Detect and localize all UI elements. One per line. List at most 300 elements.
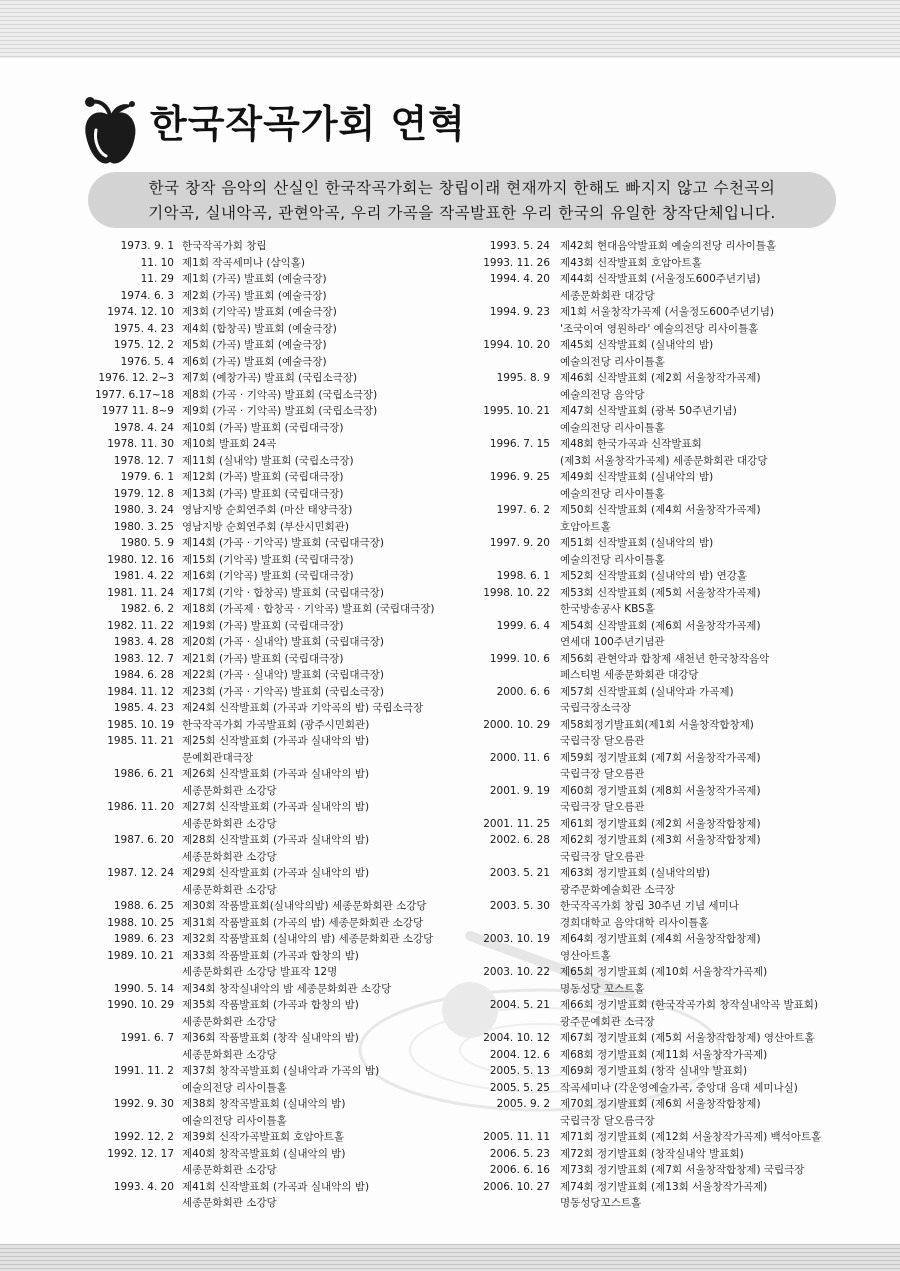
entry-date: 1988. 10. 25 <box>107 916 174 929</box>
entry-event: 제42회 현대음악발표회 예술의전당 리사이틀홀 <box>560 240 777 252</box>
entry-event: 세종문화회관 소강당 <box>182 817 277 830</box>
timeline-entry <box>88 783 488 800</box>
timeline-entry <box>88 502 488 519</box>
entry-date: 1988. 6. 25 <box>113 900 174 912</box>
entry-event: 제40회 창작곡발표회 (실내악의 밤) <box>182 1147 346 1160</box>
entry-date: 1978. 12. 7 <box>113 454 174 467</box>
entry-event: 제9회 (가곡 · 기악곡) 발표회 (국립소극장) <box>182 405 378 417</box>
timeline-entry <box>88 1113 488 1130</box>
timeline-entry <box>88 403 488 420</box>
timeline-entry <box>480 700 880 717</box>
entry-date: 1994. 10. 20 <box>483 339 550 351</box>
entry-date: 2005. 5. 25 <box>489 1081 550 1094</box>
entry-date: 1996. 7. 15 <box>489 438 550 450</box>
bottom-decorative-strip <box>0 1244 900 1271</box>
entry-event: 영산아트홀 <box>560 949 611 962</box>
entry-date: 1993. 4. 20 <box>113 1180 174 1193</box>
timeline-entry <box>88 981 488 998</box>
entry-date: 1984. 6. 28 <box>113 669 174 681</box>
entry-event: 제50회 신작발표회 (제4회 서울창작가곡제) <box>560 504 761 516</box>
timeline-entry <box>88 717 488 734</box>
entry-date: 1980. 3. 25 <box>113 520 174 533</box>
entry-event: 제15회 (기악곡) 발표회 (국립대극장) <box>182 553 354 566</box>
timeline-entry <box>88 601 488 618</box>
timeline-entry <box>480 552 880 569</box>
timeline-entry <box>480 667 880 684</box>
entry-event: 제66회 정기발표회 (한국작곡가회 창작실내악곡 발표회) <box>560 999 819 1011</box>
entry-event: 예술의전당 리사이틀홀 <box>560 553 665 566</box>
entry-date: 1979. 12. 8 <box>113 487 174 500</box>
entry-event: 한국작곡가회 창립 <box>182 240 267 252</box>
entry-date: 1983. 12. 7 <box>113 652 174 665</box>
entry-date: 1991. 11. 2 <box>113 1065 174 1077</box>
timeline-entry <box>88 238 488 255</box>
entry-event: 제14회 (가곡 · 기악곡) 발표회 (국립대극장) <box>182 537 384 549</box>
timeline-entry <box>88 849 488 866</box>
timeline-entry <box>88 568 488 585</box>
entry-date: 2005. 11. 11 <box>483 1131 550 1143</box>
entry-date: 2004. 12. 6 <box>489 1048 550 1061</box>
entry-event: 제48회 한국가곡과 신작발표회 <box>560 438 702 450</box>
entry-date: 1997. 9. 20 <box>489 537 550 549</box>
entry-event: 제4회 (합창곡) 발표회 (예술극장) <box>182 322 337 335</box>
entry-event: 제30회 작품발표회(실내악의밤) 세종문화회관 소강당 <box>182 900 427 912</box>
entry-date: 1998. 10. 22 <box>483 586 550 599</box>
entry-date: 1986. 6. 21 <box>113 768 174 780</box>
timeline-entry <box>480 502 880 519</box>
timeline-entry <box>88 931 488 948</box>
timeline-entry <box>480 931 880 948</box>
timeline-entry <box>480 535 880 552</box>
entry-date: 2000. 11. 6 <box>489 751 550 764</box>
entry-event: 광주문화예술회관 소극장 <box>560 883 675 896</box>
timeline-entry <box>480 766 880 783</box>
timeline-entry <box>88 733 488 750</box>
entry-event: 제25회 신작발표회 (가곡과 실내악의 밤) <box>182 735 370 747</box>
timeline-entry <box>480 1063 880 1080</box>
entry-event: 한국작곡가회 창립 30주년 기념 세미나 <box>560 900 739 912</box>
entry-date: 1976. 12. 2~3 <box>98 372 174 384</box>
entry-event: 제38회 창작곡발표회 (실내악의 밤) <box>182 1098 346 1110</box>
timeline-entry <box>88 1014 488 1031</box>
entry-date: 11. 10 <box>140 256 174 269</box>
timeline-entry <box>88 387 488 404</box>
timeline-entry <box>88 634 488 651</box>
entry-date: 1991. 6. 7 <box>120 1032 174 1044</box>
timeline-entry <box>480 783 880 800</box>
entry-event: 제34회 창작실내악의 밤 세종문화회관 소강당 <box>182 982 392 995</box>
timeline-entry <box>480 651 880 668</box>
intro-text-line-2: 기악곡, 실내악곡, 관현악곡, 우리 가곡을 작곡발표한 우리 한국의 유일한 창작단체입니다. <box>148 204 776 222</box>
entry-event: 국립극장 달오름관 <box>560 735 645 747</box>
entry-event: 제64회 정기발표회 (제4회 서울창작합창제) <box>560 933 761 945</box>
entry-date: 2000. 6. 6 <box>496 685 550 698</box>
entry-event: 제32회 작품발표회 (실내악의 밤) 세종문화회관 소강당 <box>182 933 434 945</box>
entry-date: 1978. 4. 24 <box>113 421 174 434</box>
timeline-entry <box>480 304 880 321</box>
top-decorative-strip <box>0 0 900 58</box>
entry-event: 제62회 정기발표회 (제3회 서울창작합창제) <box>560 834 761 846</box>
entry-event: 제35회 작품발표회 (가곡과 합창의 밤) <box>182 999 359 1011</box>
entry-event: 명동성당 꼬스트홀 <box>560 982 645 995</box>
timeline-entry <box>88 816 488 833</box>
timeline-entry <box>88 271 488 288</box>
entry-event: 제8회 (가곡 · 기악곡) 발표회 (국립소극장) <box>182 388 378 401</box>
entry-date: 1992. 9. 30 <box>113 1098 174 1110</box>
timeline-entry <box>88 750 488 767</box>
entry-event: 영남지방 순회연주회 (마산 태양극장) <box>182 504 353 516</box>
entry-date: 1990. 5. 14 <box>113 982 174 995</box>
timeline-entry <box>480 964 880 981</box>
timeline-entry <box>88 1047 488 1064</box>
entry-date: 1994. 4. 20 <box>489 273 550 285</box>
timeline-entry <box>480 997 880 1014</box>
entry-date: 1989. 10. 21 <box>107 949 174 962</box>
intro-banner <box>88 172 836 228</box>
timeline-entry <box>480 436 880 453</box>
entry-event: 연세대 100주년기념관 <box>560 636 665 648</box>
timeline-entry <box>88 354 488 371</box>
entry-event: 제13회 (가곡) 발표회 (국립대극장) <box>182 487 344 500</box>
timeline-entry <box>88 1146 488 1163</box>
timeline-entry <box>88 948 488 965</box>
timeline-entry <box>88 1063 488 1080</box>
entry-date: 1977 11. 8~9 <box>101 405 174 417</box>
entry-event: 제2회 (가곡) 발표회 (예술극장) <box>182 289 327 302</box>
timeline-entry <box>480 981 880 998</box>
entry-date: 1974. 12. 10 <box>107 306 174 318</box>
entry-event: 예술의전당 리사이틀홀 <box>560 487 665 500</box>
entry-event: 예술의전당 리사이틀홀 <box>182 1114 287 1127</box>
timeline-entry <box>88 436 488 453</box>
entry-event: 제36회 작품발표회 (창작 실내악의 밤) <box>182 1032 359 1044</box>
timeline-entry <box>88 469 488 486</box>
timeline-entry <box>88 304 488 321</box>
entry-event: 세종문화회관 소강당 <box>182 1048 277 1061</box>
timeline-entry <box>480 238 880 255</box>
timeline-entry <box>88 1129 488 1146</box>
entry-date: 1995. 10. 21 <box>483 405 550 417</box>
entry-date: 2003. 10. 19 <box>483 933 550 945</box>
entry-date: 2006. 10. 27 <box>483 1180 550 1193</box>
entry-date: 1980. 12. 16 <box>107 553 174 566</box>
entry-event: 제67회 정기발표회 (제5회 서울창작합창제) 영산아트홀 <box>560 1032 815 1044</box>
entry-date: 2003. 5. 30 <box>489 900 550 912</box>
entry-date: 1992. 12. 17 <box>107 1147 174 1160</box>
entry-event: 제1회 작곡세미나 (삼익홀) <box>182 256 305 269</box>
timeline-entry <box>480 568 880 585</box>
timeline-entry <box>88 964 488 981</box>
entry-event: 제1회 서울창작가곡제 (서울정도600주년기념) <box>560 306 775 318</box>
timeline-entry <box>88 585 488 602</box>
entry-date: 2003. 5. 21 <box>489 867 550 879</box>
timeline-entry <box>88 1179 488 1196</box>
entry-event: 제71회 정기발표회 (제12회 서울창작가곡제) 백석아트홀 <box>560 1131 822 1143</box>
entry-date: 2005. 9. 2 <box>496 1098 550 1110</box>
entry-event: 호암아트홀 <box>560 520 611 533</box>
entry-event: 제7회 (예창가곡) 발표회 (국립소극장) <box>182 372 358 384</box>
entry-event: 제45회 신작발표회 (실내악의 밤) <box>560 339 714 351</box>
entry-date: 1981. 11. 24 <box>107 586 174 599</box>
timeline-entry <box>480 601 880 618</box>
timeline-entry <box>480 469 880 486</box>
entry-date: 1978. 11. 30 <box>107 438 174 450</box>
entry-event: 제19회 (가곡) 발표회 (국립대극장) <box>182 619 344 632</box>
entry-event: 제74회 정기발표회 (제13회 서울창작가곡제) <box>560 1180 768 1193</box>
timeline-entry <box>480 882 880 899</box>
timeline-entry <box>88 651 488 668</box>
entry-event: 제18회 (가곡제 · 합창곡 · 기악곡) 발표회 (국립대극장) <box>182 603 435 615</box>
entry-event: 세종문화회관 소강당 <box>182 850 277 863</box>
entry-event: 페스티벌 세종문화회관 대강당 <box>560 669 699 681</box>
entry-event: 세종문화회관 대강당 <box>560 289 655 302</box>
entry-event: 제20회 (가곡 · 실내악) 발표회 (국립대극장) <box>182 636 384 648</box>
entry-event: 광주문예회관 소극장 <box>560 1015 655 1028</box>
timeline-entry <box>480 387 880 404</box>
entry-event: 명동성당꼬스트홀 <box>560 1197 642 1209</box>
entry-date: 1973. 9. 1 <box>120 240 174 252</box>
apple-note-logo-icon <box>80 94 140 174</box>
entry-event: '조국이여 영원하라' 예술의전당 리사이틀홀 <box>560 322 759 335</box>
entry-date: 2006. 6. 16 <box>489 1164 550 1176</box>
timeline-entry <box>88 865 488 882</box>
timeline-entry <box>480 519 880 536</box>
timeline-entry <box>480 321 880 338</box>
timeline-entry <box>480 255 880 272</box>
entry-event: 제51회 신작발표회 (실내악의 밤) <box>560 537 714 549</box>
entry-event: 세종문화회관 소강당 <box>182 1197 277 1209</box>
timeline-entry <box>480 849 880 866</box>
entry-date: 1995. 8. 9 <box>496 372 550 384</box>
timeline-entry <box>480 816 880 833</box>
entry-date: 2003. 10. 22 <box>483 966 550 978</box>
entry-event: 제53회 신작발표회 (제5회 서울창작가곡제) <box>560 586 761 599</box>
entry-date: 1997. 6. 2 <box>496 504 550 516</box>
timeline-entry <box>88 420 488 437</box>
entry-date: 1985. 10. 19 <box>107 718 174 731</box>
timeline-entry <box>88 535 488 552</box>
entry-date: 1989. 6. 23 <box>113 933 174 945</box>
timeline-entry <box>88 552 488 569</box>
entry-event: 제6회 (가곡) 발표회 (예술극장) <box>182 355 327 368</box>
entry-date: 1987. 12. 24 <box>107 867 174 879</box>
entry-date: 2000. 10. 29 <box>483 718 550 731</box>
entry-date: 1985. 4. 23 <box>113 702 174 714</box>
entry-date: 1984. 11. 12 <box>107 685 174 698</box>
timeline-entry <box>88 453 488 470</box>
timeline-entry <box>480 1195 880 1212</box>
timeline-entry <box>88 1195 488 1212</box>
entry-event: 제52회 신작발표회 (실내악의 밤) 연강홀 <box>560 570 748 582</box>
timeline-entry <box>88 618 488 635</box>
entry-event: 세종문화회관 소강당 <box>182 1015 277 1028</box>
entry-event: 한국작곡가회 가곡발표회 (광주시민회관) <box>182 718 370 731</box>
entry-event: 제3회 (기악곡) 발표회 (예술극장) <box>182 306 337 318</box>
entry-event: 제27회 신작발표회 (가곡과 실내악의 밤) <box>182 801 370 813</box>
timeline-entry <box>480 585 880 602</box>
entry-event: 제10회 발표회 24곡 <box>182 438 277 450</box>
timeline-entry <box>480 354 880 371</box>
entry-date: 1994. 9. 23 <box>489 306 550 318</box>
timeline-entry <box>88 1096 488 1113</box>
timeline-entry <box>480 1162 880 1179</box>
entry-event: 제73회 정기발표회 (제7회 서울창작합창제) 국립극장 <box>560 1164 805 1176</box>
timeline-entry <box>480 486 880 503</box>
timeline-entry <box>480 1146 880 1163</box>
timeline-entry <box>88 700 488 717</box>
timeline-entry <box>88 288 488 305</box>
intro-text-line-1: 한국 창작 음악의 산실인 한국작곡가회는 창립이래 현재까지 한해도 빠지지 않고 수천곡의 <box>148 179 776 197</box>
entry-date: 1985. 11. 21 <box>107 735 174 747</box>
timeline-entry <box>480 1080 880 1097</box>
entry-event: 경희대학교 음악대학 리사이틀홀 <box>560 916 709 929</box>
timeline-entry <box>480 948 880 965</box>
timeline-entry <box>480 453 880 470</box>
timeline-entry <box>480 618 880 635</box>
timeline-entry <box>88 370 488 387</box>
entry-event: 제12회 (가곡) 발표회 (국립대극장) <box>182 471 344 483</box>
timeline-entry <box>88 915 488 932</box>
entry-date: 2005. 5. 13 <box>489 1065 550 1077</box>
entry-date: 1982. 6. 2 <box>120 603 174 615</box>
timeline-entry <box>480 337 880 354</box>
entry-event: 제43회 신작발표회 호암아트홀 <box>560 256 702 269</box>
timeline-entry <box>480 733 880 750</box>
entry-date: 1986. 11. 20 <box>107 801 174 813</box>
entry-event: 제28회 신작발표회 (가곡과 실내악의 밤) <box>182 834 370 846</box>
entry-date: 2004. 10. 12 <box>483 1032 550 1044</box>
entry-date: 1998. 6. 1 <box>496 570 550 582</box>
entry-event: 영남지방 순회연주회 (부산시민회관) <box>182 520 350 533</box>
timeline-entry <box>480 915 880 932</box>
entry-event: 국립극장 달오름관 <box>560 801 645 813</box>
timeline-entry <box>88 882 488 899</box>
entry-event: 제26회 신작발표회 (가곡과 실내악의 밤) <box>182 768 370 780</box>
entry-date: 1987. 6. 20 <box>113 834 174 846</box>
entry-date: 1993. 11. 26 <box>483 256 550 269</box>
entry-event: 제59회 정기발표회 (제7회 서울창작가곡제) <box>560 751 761 764</box>
entry-event: 제33회 작품발표회 (가곡과 합창의 밤) <box>182 949 359 962</box>
entry-event: 제61회 정기발표회 (제2회 서울창작합창제) <box>560 817 761 830</box>
entry-event: 제29회 신작발표회 (가곡과 실내악의 밤) <box>182 867 370 879</box>
entry-date: 1979. 6. 1 <box>120 471 174 483</box>
timeline-entry <box>88 997 488 1014</box>
entry-date: 1981. 4. 22 <box>113 570 174 582</box>
timeline-entry <box>88 766 488 783</box>
timeline-entry <box>480 1014 880 1031</box>
entry-date: 1975. 4. 23 <box>113 322 174 335</box>
entry-event: 제24회 신작발표회 (가곡과 기악곡의 밤) 국립소극장 <box>182 702 424 714</box>
entry-date: 1982. 11. 22 <box>107 619 174 632</box>
entry-event: 제57회 신작발표회 (실내악과 가곡제) <box>560 685 734 698</box>
timeline-left-column <box>88 238 488 1228</box>
entry-event: 작곡세미나 (각운영예술가곡, 중앙대 음대 세미나실) <box>560 1081 798 1094</box>
entry-event: 제21회 (가곡) 발표회 (국립대극장) <box>182 652 344 665</box>
timeline-entry <box>480 717 880 734</box>
timeline-entry <box>480 1113 880 1130</box>
entry-event: 제39회 신작가곡발표회 호암아트홀 <box>182 1131 345 1143</box>
entry-event: 국립극장 달오름관 <box>560 850 645 863</box>
timeline-entry <box>88 667 488 684</box>
timeline-entry <box>480 370 880 387</box>
entry-event: 세종문화회관 소강당 <box>182 1164 277 1176</box>
entry-event: 제70회 정기발표회 (제6회 서울창작합창제) <box>560 1098 761 1110</box>
entry-date: 2004. 5. 21 <box>489 999 550 1011</box>
entry-event: 제46회 신작발표회 (제2회 서울창작가곡제) <box>560 372 761 384</box>
entry-event: 세종문화회관 소강당 <box>182 784 277 797</box>
entry-event: 국립극장소극장 <box>560 702 632 714</box>
timeline-entry <box>88 321 488 338</box>
entry-event: 제37회 창작곡발표회 (실내악과 가곡의 밤) <box>182 1065 380 1077</box>
entry-date: 1999. 10. 6 <box>489 652 550 665</box>
entry-date: 2006. 5. 23 <box>489 1147 550 1160</box>
entry-event: 국립극장 달오름관 <box>560 768 645 780</box>
timeline-entry <box>480 832 880 849</box>
entry-event: 문예회관대극장 <box>182 751 254 764</box>
entry-event: 예술의전당 리사이틀홀 <box>560 421 665 434</box>
timeline-entry <box>88 1162 488 1179</box>
entry-event: 제63회 정기발표회 (실내악의밤) <box>560 867 710 879</box>
entry-event: 예술의전당 리사이틀홀 <box>182 1081 287 1094</box>
timeline-entry <box>88 1080 488 1097</box>
entry-event: 제1회 (가곡) 발표회 (예술극장) <box>182 273 327 285</box>
entry-event: (제3회 서울창작가곡제) 세종문화회관 대강당 <box>560 454 768 467</box>
entry-date: 1977. 6.17~18 <box>95 388 174 401</box>
timeline-entry <box>480 403 880 420</box>
timeline-entry <box>480 865 880 882</box>
timeline-entry <box>88 519 488 536</box>
timeline-entry <box>480 1129 880 1146</box>
entry-event: 제56회 관현악과 합창제 새천년 한국창작음악 <box>560 652 770 665</box>
timeline-entry <box>480 1179 880 1196</box>
entry-date: 2002. 6. 28 <box>489 834 550 846</box>
entry-event: 제68회 정기발표회 (제11회 서울창작가곡제) <box>560 1048 768 1061</box>
entry-event: 국립극장 달오름극장 <box>560 1114 655 1127</box>
entry-event: 제47회 신작발표회 (광복 50주년기념) <box>560 405 737 417</box>
entry-event: 제16회 (기악곡) 발표회 (국립대극장) <box>182 570 354 582</box>
timeline-entry <box>480 750 880 767</box>
entry-date: 1999. 6. 4 <box>496 619 550 632</box>
entry-event: 제65회 정기발표회 (제10회 서울창작가곡제) <box>560 966 768 978</box>
entry-event: 제72회 정기발표회 (창작실내악 발표회) <box>560 1147 744 1160</box>
entry-date: 1996. 9. 25 <box>489 471 550 483</box>
entry-date: 1980. 3. 24 <box>113 504 174 516</box>
timeline-entry <box>88 799 488 816</box>
timeline-entry <box>480 420 880 437</box>
timeline-entry <box>480 684 880 701</box>
timeline-entry <box>480 799 880 816</box>
entry-event: 제49회 신작발표회 (실내악의 밤) <box>560 471 714 483</box>
entry-event: 예술의전당 음악당 <box>560 388 645 401</box>
entry-event: 제44회 신작발표회 (서울정도600주년기념) <box>560 273 761 285</box>
entry-event: 제17회 (기악 · 합창곡) 발표회 (국립대극장) <box>182 586 384 599</box>
timeline-entry <box>480 1047 880 1064</box>
entry-event: 한국방송공사 KBS홀 <box>560 603 655 615</box>
page-title: 한국작곡가회 연혁 <box>150 102 466 146</box>
timeline-entry <box>88 255 488 272</box>
timeline-entry <box>480 271 880 288</box>
entry-event: 제23회 (가곡 · 기악곡) 발표회 (국립소극장) <box>182 685 384 698</box>
timeline-entry <box>480 288 880 305</box>
timeline-entry <box>480 1096 880 1113</box>
timeline-right-column <box>480 238 880 1228</box>
entry-date: 1983. 4. 28 <box>113 636 174 648</box>
entry-event: 세종문화회관 소강당 발표작 12명 <box>182 966 338 978</box>
entry-event: 예술의전당 리사이틀홀 <box>560 355 665 368</box>
entry-event: 제5회 (가곡) 발표회 (예술극장) <box>182 339 327 351</box>
timeline-entry <box>88 898 488 915</box>
entry-event: 제22회 (가곡 · 실내악) 발표회 (국립대극장) <box>182 669 384 681</box>
